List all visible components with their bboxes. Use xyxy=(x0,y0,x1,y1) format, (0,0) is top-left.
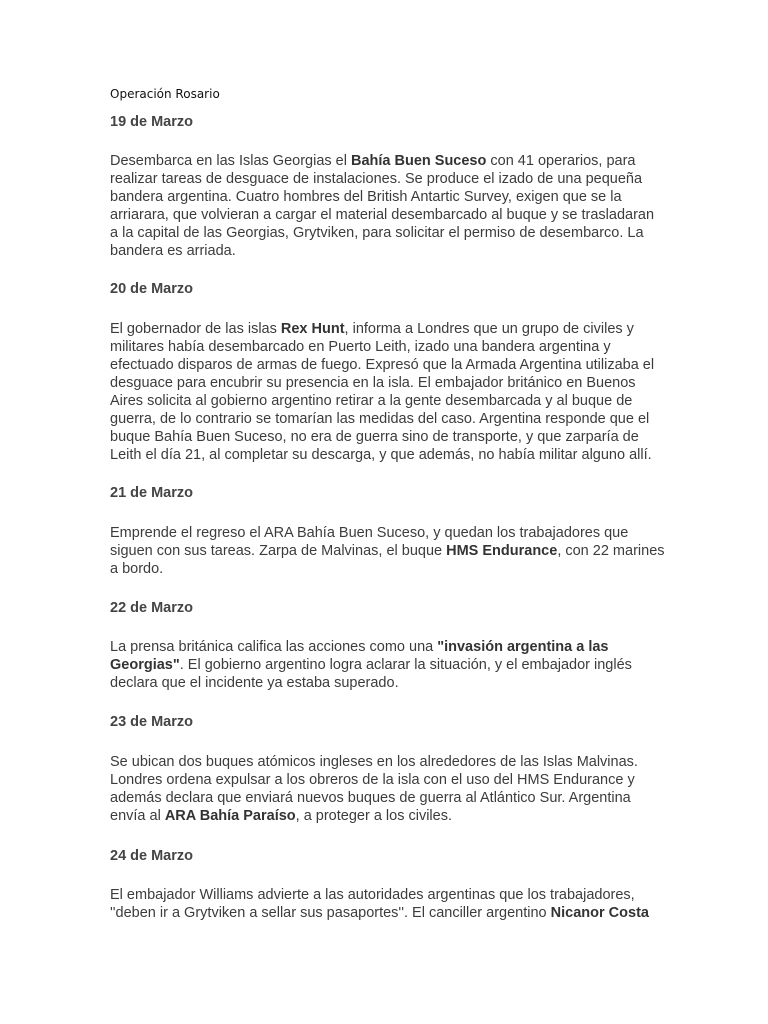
paragraph-line: declara que el incidente ya estaba superado. xyxy=(110,675,399,691)
paragraph-line: La prensa británica califica las acciones como una "invasión argentina a las xyxy=(110,639,609,655)
entry-paragraph xyxy=(110,524,670,578)
entry-date: 21 de Marzo xyxy=(110,485,193,501)
paragraph-line: ''deben ir a Grytviken a sellar sus pasaportes''. El canciller argentino Nicanor Costa xyxy=(110,905,649,921)
bold-text: Rex Hunt xyxy=(280,321,345,337)
paragraph-line: Aires solicita al gobierno argentino retirar a la gente desembarcada y al buque de xyxy=(110,393,633,409)
paragraph-line: desguace para encubrir su presencia en la isla. El embajador británico en Buenos xyxy=(110,375,636,391)
bold-text: Georgias" xyxy=(110,657,180,673)
entry-date: 23 de Marzo xyxy=(110,714,193,730)
paragraph-line: además declara que enviará nuevos buques de guerra al Atlántico Sur. Argentina xyxy=(110,790,631,806)
paragraph-line: bandera es arriada. xyxy=(110,243,236,259)
bold-text: Nicanor Costa xyxy=(550,905,649,921)
paragraph-line: a la capital de las Georgias, Grytviken, para solicitar el permiso de desembarco. La xyxy=(110,225,644,241)
document-title: Operación Rosario xyxy=(110,87,220,101)
paragraph-line: Desembarca en las Islas Georgias el Bahía Buen Suceso con 41 operarios, para xyxy=(110,153,636,169)
paragraph-line: buque Bahía Buen Suceso, no era de guerra sino de transporte, y que zarparía de xyxy=(110,429,639,445)
bold-text: HMS Endurance xyxy=(446,543,558,559)
paragraph-line: bandera argentina. Cuatro hombres del British Antartic Survey, exigen que se la xyxy=(110,189,622,205)
entry-paragraph xyxy=(110,753,670,825)
entry-date: 22 de Marzo xyxy=(110,600,193,616)
paragraph-line: envía al ARA Bahía Paraíso, a proteger a los civiles. xyxy=(110,808,452,824)
paragraph-line: realizar tareas de desguace de instalaciones. Se produce el izado de una pequeña xyxy=(110,171,643,187)
entry-date: 20 de Marzo xyxy=(110,281,193,297)
paragraph-line: guerra, de lo contrario se tomarían las medidas del caso. Argentina responde que el xyxy=(110,411,650,427)
paragraph-line: Se ubican dos buques atómicos ingleses en los alrededores de las Islas Malvinas. xyxy=(110,754,638,770)
entry-date: 24 de Marzo xyxy=(110,848,193,864)
paragraph-line: Emprende el regreso el ARA Bahía Buen Suceso, y quedan los trabajadores que xyxy=(110,525,629,541)
entry-paragraph xyxy=(110,886,670,922)
entry-date: 19 de Marzo xyxy=(110,114,193,130)
paragraph-line: a bordo. xyxy=(110,561,164,577)
paragraph-line: siguen con sus tareas. Zarpa de Malvinas, el buque HMS Endurance, con 22 marines xyxy=(110,543,665,559)
paragraph-line: Georgias". El gobierno argentino logra aclarar la situación, y el embajador inglés xyxy=(110,657,632,673)
paragraph-line: Leith el día 21, al completar su descarga, y que además, no había militar alguno allí. xyxy=(110,447,652,463)
entry-paragraph xyxy=(110,638,670,692)
paragraph-line: militares había desembarcado en Puerto Leith, izado una bandera argentina y xyxy=(110,339,611,355)
paragraph-line: efectuado disparos de armas de fuego. Expresó que la Armada Argentina utilizaba el xyxy=(110,357,655,373)
paragraph-line: arriarara, que volvieran a cargar el material desembarcado al buque y se trasladaran xyxy=(110,207,655,223)
paragraph-line: El gobernador de las islas Rex Hunt, informa a Londres que un grupo de civiles y xyxy=(110,321,634,337)
bold-text: "invasión argentina a las xyxy=(437,639,609,655)
bold-text: Bahía Buen Suceso xyxy=(350,153,487,169)
paragraph-line: El embajador Williams advierte a las autoridades argentinas que los trabajadores, xyxy=(110,887,635,903)
bold-text: ARA Bahía Paraíso xyxy=(164,808,296,824)
paragraph-line: Londres ordena expulsar a los obreros de la isla con el uso del HMS Endurance y xyxy=(110,772,635,788)
entry-paragraph xyxy=(110,152,670,260)
entry-paragraph xyxy=(110,320,670,464)
